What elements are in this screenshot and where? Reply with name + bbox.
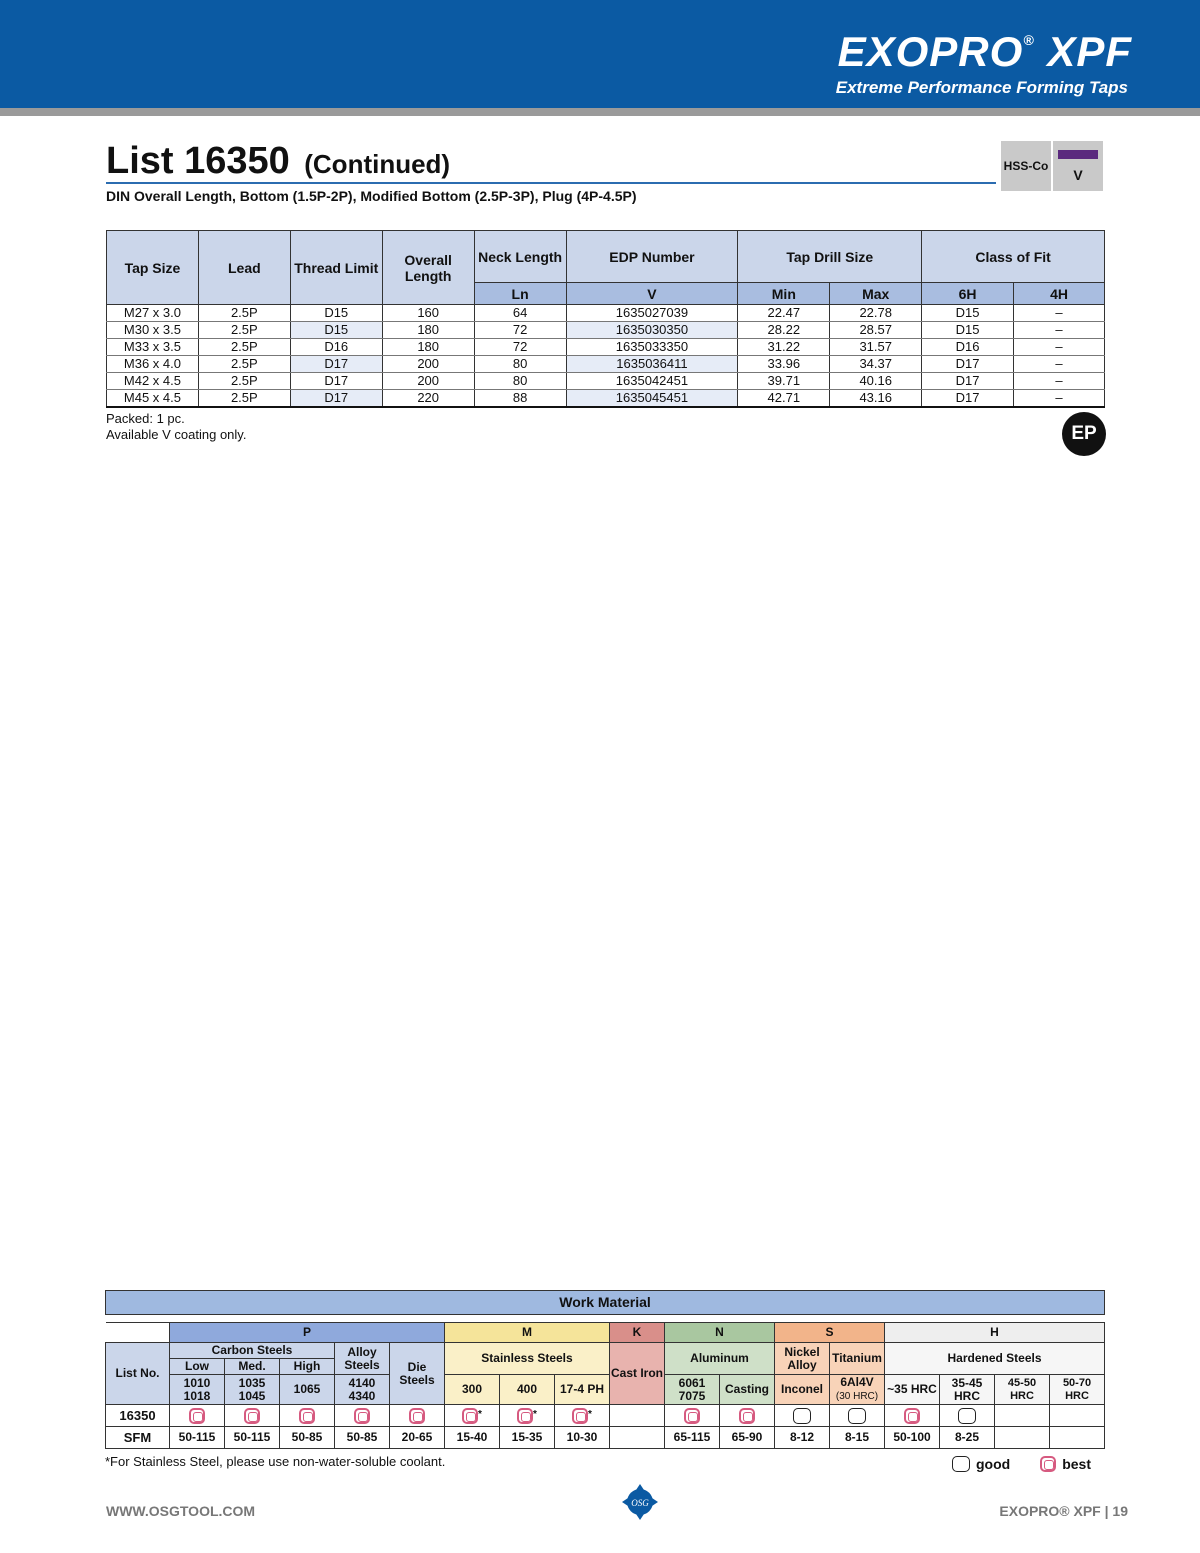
cell-4h: – (1014, 373, 1105, 390)
title-main: List 16350 (106, 140, 290, 182)
stainless-footnote: *For Stainless Steel, please use non-water-soluble coolant. (105, 1454, 446, 1469)
group-carbon-steels: Carbon Steels (170, 1343, 335, 1359)
spec-table (106, 230, 1105, 408)
cell-thread-limit: D16 (290, 339, 382, 356)
category-h: H (885, 1323, 1105, 1343)
note-coating: Available V coating only. (106, 427, 247, 442)
rating-cell (390, 1405, 445, 1427)
subgroup-med: Med. (225, 1359, 280, 1375)
coolant-asterisk: * (533, 1408, 537, 1420)
group-alloy-steels: Alloy Steels (335, 1343, 390, 1375)
cell-lead: 2.5P (198, 373, 290, 390)
rating-row (106, 1405, 1105, 1427)
best-icon (189, 1408, 205, 1424)
cell-thread-limit: D17 (290, 356, 382, 373)
table-row (107, 322, 1105, 339)
best-icon (1040, 1456, 1056, 1472)
cell-min: 31.22 (738, 339, 830, 356)
cell-4h: – (1014, 305, 1105, 322)
rating-cell (555, 1405, 610, 1427)
col-300: 300 (445, 1375, 500, 1405)
sfm-cell (610, 1427, 665, 1449)
table-row (107, 356, 1105, 373)
category-n: N (665, 1323, 775, 1343)
cell-6h: D15 (922, 305, 1014, 322)
col-1065: 1065 (280, 1375, 335, 1405)
list-no-header: List No. (106, 1343, 170, 1405)
coolant-asterisk: * (588, 1408, 592, 1420)
cell-overall-length: 220 (382, 390, 474, 408)
cell-6h: D17 (922, 390, 1014, 408)
cell-neck-length: 80 (474, 373, 566, 390)
cell-edp: 1635042451 (566, 373, 738, 390)
best-icon (517, 1408, 533, 1424)
cell-6h: D15 (922, 322, 1014, 339)
cell-min: 22.47 (738, 305, 830, 322)
cell-overall-length: 180 (382, 339, 474, 356)
rating-cell (335, 1405, 390, 1427)
category-m: M (445, 1323, 610, 1343)
rating-cell (610, 1405, 665, 1427)
rating-cell (720, 1405, 775, 1427)
header-min: Min (738, 283, 830, 305)
cell-neck-length: 80 (474, 356, 566, 373)
cell-tap-size: M36 x 4.0 (107, 356, 199, 373)
good-icon (952, 1456, 970, 1472)
sfm-label: SFM (106, 1427, 170, 1449)
work-material-title: Work Material (106, 1291, 1105, 1315)
table-notes (106, 411, 246, 443)
sfm-cell: 20-65 (390, 1427, 445, 1449)
subgroup-high: High (280, 1359, 335, 1375)
sfm-cell (1050, 1427, 1105, 1449)
header-6h: 6H (922, 283, 1014, 305)
sfm-cell: 50-115 (225, 1427, 280, 1449)
cell-thread-limit: D17 (290, 373, 382, 390)
header-edp: EDP Number (566, 231, 738, 283)
col-35hrc: ~35 HRC (885, 1375, 940, 1405)
col-1035: 1035 1045 (225, 1375, 280, 1405)
cell-neck-length: 72 (474, 339, 566, 356)
sfm-cell (995, 1427, 1050, 1449)
sfm-cell: 15-40 (445, 1427, 500, 1449)
col-35-45hrc: 35-45 HRC (940, 1375, 995, 1405)
rating-cell (775, 1405, 830, 1427)
spacer-row (106, 1315, 1105, 1323)
header-neck-length: Neck Length (474, 231, 566, 283)
best-icon (354, 1408, 370, 1424)
rating-cell (995, 1405, 1050, 1427)
cell-overall-length: 200 (382, 356, 474, 373)
sfm-cell: 65-115 (665, 1427, 720, 1449)
rating-cell (225, 1405, 280, 1427)
header-ln: Ln (474, 283, 566, 305)
cell-edp: 1635036411 (566, 356, 738, 373)
list-no-value: 16350 (106, 1405, 170, 1427)
header-tap-drill: Tap Drill Size (738, 231, 922, 283)
coolant-asterisk: * (478, 1408, 482, 1420)
cell-4h: – (1014, 322, 1105, 339)
cell-thread-limit: D15 (290, 322, 382, 339)
cell-tap-size: M30 x 3.5 (107, 322, 199, 339)
header-class-of-fit: Class of Fit (922, 231, 1105, 283)
cell-neck-length: 88 (474, 390, 566, 408)
best-icon (244, 1408, 260, 1424)
category-p: P (170, 1323, 445, 1343)
cell-min: 39.71 (738, 373, 830, 390)
rating-cell (170, 1405, 225, 1427)
sfm-cell: 50-85 (335, 1427, 390, 1449)
cell-lead: 2.5P (198, 339, 290, 356)
good-icon (848, 1408, 866, 1424)
cell-thread-limit: D15 (290, 305, 382, 322)
sfm-cell: 8-25 (940, 1427, 995, 1449)
table-row (107, 390, 1105, 408)
cell-6h: D17 (922, 373, 1014, 390)
cell-max: 40.16 (830, 373, 922, 390)
cell-tap-size: M33 x 3.5 (107, 339, 199, 356)
cell-thread-limit: D17 (290, 390, 382, 408)
legend-good-label: good (976, 1456, 1011, 1472)
cell-4h: – (1014, 390, 1105, 408)
col-400: 400 (500, 1375, 555, 1405)
footer-page: EXOPRO® XPF | 19 (999, 1503, 1128, 1519)
rating-cell (665, 1405, 720, 1427)
cell-tap-size: M27 x 3.0 (107, 305, 199, 322)
cell-neck-length: 72 (474, 322, 566, 339)
col-6al4v (830, 1375, 885, 1405)
group-cast-iron: Cast Iron (610, 1343, 665, 1405)
brand-logo (838, 28, 1132, 76)
material-badge: HSS-Co (1001, 141, 1051, 191)
table-row (107, 305, 1105, 322)
blank-cell (106, 1323, 170, 1343)
cell-lead: 2.5P (198, 305, 290, 322)
page-title (106, 140, 996, 184)
sfm-cell: 8-12 (775, 1427, 830, 1449)
brand-name: EXOPRO (837, 28, 1024, 75)
cell-lead: 2.5P (198, 390, 290, 408)
cell-edp: 1635027039 (566, 305, 738, 322)
best-icon (739, 1408, 755, 1424)
title-continued: (Continued) (304, 149, 451, 179)
cell-overall-length: 200 (382, 373, 474, 390)
cell-overall-length: 180 (382, 322, 474, 339)
cell-4h: – (1014, 356, 1105, 373)
good-icon (958, 1408, 976, 1424)
group-titanium: Titanium (830, 1343, 885, 1375)
sfm-cell: 15-35 (500, 1427, 555, 1449)
col-50-70hrc: 50-70 HRC (1050, 1375, 1105, 1405)
rating-cell (830, 1405, 885, 1427)
cell-max: 22.78 (830, 305, 922, 322)
work-material-table (105, 1290, 1105, 1449)
table-row (107, 373, 1105, 390)
cell-max: 28.57 (830, 322, 922, 339)
osg-logo-text: OSG (631, 1498, 649, 1508)
header-max: Max (830, 283, 922, 305)
cell-neck-length: 64 (474, 305, 566, 322)
coating-label: V (1073, 167, 1083, 183)
coating-badge (1053, 141, 1103, 191)
cell-4h: – (1014, 339, 1105, 356)
header-tap-size: Tap Size (107, 231, 199, 305)
brand-reg-mark: ® (1023, 32, 1035, 48)
group-hardened-steels: Hardened Steels (885, 1343, 1105, 1375)
legend-best-label: best (1062, 1456, 1092, 1472)
cell-min: 28.22 (738, 322, 830, 339)
best-icon (904, 1408, 920, 1424)
col-4140: 4140 4340 (335, 1375, 390, 1405)
rating-cell (885, 1405, 940, 1427)
brand-suffix: XPF (1047, 28, 1132, 75)
cell-6h: D16 (922, 339, 1014, 356)
cell-min: 42.71 (738, 390, 830, 408)
col-6al4v-label: 6Al4V (840, 1375, 874, 1389)
group-die-steels: Die Steels (390, 1343, 445, 1405)
sfm-row (106, 1427, 1105, 1449)
col-casting: Casting (720, 1375, 775, 1405)
rating-cell (500, 1405, 555, 1427)
brand-tagline: Extreme Performance Forming Taps (835, 78, 1128, 97)
osg-logo-icon (620, 1482, 660, 1522)
col-6061: 6061 7075 (665, 1375, 720, 1405)
footer-website: WWW.OSGTOOL.COM (106, 1503, 256, 1519)
sfm-cell: 10-30 (555, 1427, 610, 1449)
header-v: V (566, 283, 738, 305)
good-icon (793, 1408, 811, 1424)
sfm-cell: 50-115 (170, 1427, 225, 1449)
cell-tap-size: M42 x 4.5 (107, 373, 199, 390)
cell-min: 33.96 (738, 356, 830, 373)
col-6al4v-note: (30 HRC) (835, 1391, 879, 1402)
group-nickel-alloy: Nickel Alloy (775, 1343, 830, 1375)
col-1010: 1010 1018 (170, 1375, 225, 1405)
header-lead: Lead (198, 231, 290, 305)
ep-badge: EP (1062, 412, 1106, 456)
cell-max: 34.37 (830, 356, 922, 373)
sfm-cell: 50-100 (885, 1427, 940, 1449)
cell-6h: D17 (922, 356, 1014, 373)
header-4h: 4H (1014, 283, 1105, 305)
cell-lead: 2.5P (198, 322, 290, 339)
col-45-50hrc: 45-50 HRC (995, 1375, 1050, 1405)
header-thread-limit: Thread Limit (290, 231, 382, 305)
header-stripe (0, 108, 1200, 116)
category-k: K (610, 1323, 665, 1343)
cell-edp: 1635033350 (566, 339, 738, 356)
best-icon (462, 1408, 478, 1424)
rating-cell (280, 1405, 335, 1427)
subgroup-low: Low (170, 1359, 225, 1375)
group-aluminum: Aluminum (665, 1343, 775, 1375)
coating-color-swatch (1058, 150, 1098, 159)
best-icon (299, 1408, 315, 1424)
page-subtitle: DIN Overall Length, Bottom (1.5P-2P), Modified Bottom (2.5P-3P), Plug (4P-4.5P) (106, 188, 637, 204)
rating-cell (1050, 1405, 1105, 1427)
header-banner (0, 0, 1200, 108)
note-packed: Packed: 1 pc. (106, 411, 185, 426)
table-row (107, 339, 1105, 356)
best-icon (409, 1408, 425, 1424)
best-icon (684, 1408, 700, 1424)
header-overall-length: Overall Length (382, 231, 474, 305)
cell-max: 31.57 (830, 339, 922, 356)
cell-overall-length: 160 (382, 305, 474, 322)
cell-lead: 2.5P (198, 356, 290, 373)
cell-max: 43.16 (830, 390, 922, 408)
col-17-4ph: 17-4 PH (555, 1375, 610, 1405)
sfm-cell: 50-85 (280, 1427, 335, 1449)
col-inconel: Inconel (775, 1375, 830, 1405)
cell-edp: 1635030350 (566, 322, 738, 339)
rating-cell (445, 1405, 500, 1427)
rating-cell (940, 1405, 995, 1427)
sfm-cell: 65-90 (720, 1427, 775, 1449)
cell-edp: 1635045451 (566, 390, 738, 408)
cell-tap-size: M45 x 4.5 (107, 390, 199, 408)
group-stainless-steels: Stainless Steels (445, 1343, 610, 1375)
sfm-cell: 8-15 (830, 1427, 885, 1449)
category-s: S (775, 1323, 885, 1343)
rating-legend (952, 1456, 1091, 1472)
best-icon (572, 1408, 588, 1424)
